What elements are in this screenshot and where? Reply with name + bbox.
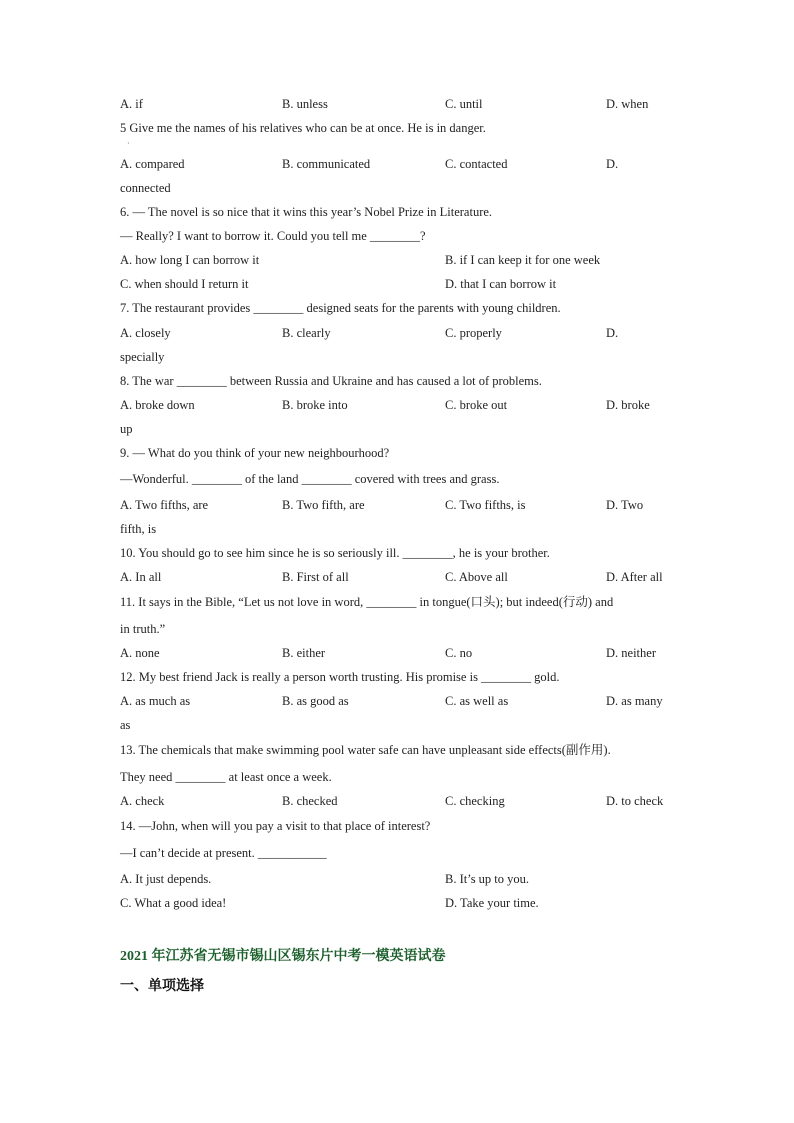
q13-stem-2: They need ________ at least once a week.: [120, 770, 332, 784]
q10-option-c: C. Above all: [445, 570, 508, 584]
q10-option-d: D. After all: [606, 570, 663, 584]
q11-option-c: C. no: [445, 646, 473, 660]
q11-option-a: A. none: [120, 646, 160, 660]
q10-option-a: A. In all: [120, 570, 162, 584]
q11-option-d: D. neither: [606, 646, 656, 660]
q12-stem: 12. My best friend Jack is really a person worth trusting. His promise is ________ gold.: [120, 670, 560, 684]
q10-stem: 10. You should go to see him since he is so seriously ill. ________, he is your brother.: [120, 546, 550, 560]
q11-stem-2: in truth.”: [120, 622, 166, 636]
q7-option-c: C. properly: [445, 326, 502, 340]
q14-option-b: B. It’s up to you.: [445, 872, 530, 886]
q5-option-b: B. communicated: [282, 157, 371, 171]
q12-option-d: D. as many: [606, 694, 663, 708]
q5-option-d-wrap: connected: [120, 181, 171, 195]
q10-option-b: B. First of all: [282, 570, 349, 584]
q6-option-b: B. if I can keep it for one week: [445, 253, 601, 267]
q5-option-a: A. compared: [120, 157, 185, 171]
q8-option-c: C. broke out: [445, 398, 508, 412]
q13-option-c: C. checking: [445, 794, 505, 808]
q14-option-c: C. What a good idea!: [120, 896, 227, 910]
q8-option-d: D. broke: [606, 398, 650, 412]
q6-option-d: D. that I can borrow it: [445, 277, 557, 291]
q9-stem: 9. — What do you think of your new neighbourhood?: [120, 446, 390, 460]
q9-option-b: B. Two fifth, are: [282, 498, 365, 512]
q5-mark: ·: [127, 139, 130, 148]
q7-option-d: D.: [606, 326, 619, 340]
q7-option-a: A. closely: [120, 326, 171, 340]
q12-option-c: C. as well as: [445, 694, 509, 708]
q12-option-b: B. as good as: [282, 694, 349, 708]
q13-option-a: A. check: [120, 794, 165, 808]
q7-option-d-wrap: specially: [120, 350, 165, 364]
section-heading: 一、单项选择: [120, 979, 204, 994]
q7-option-b: B. clearly: [282, 326, 331, 340]
q6-stem-2: — Really? I want to borrow it. Could you tell me ________?: [120, 229, 426, 243]
q8-stem: 8. The war ________ between Russia and Ukraine and has caused a lot of problems.: [120, 374, 542, 388]
q6-option-c: C. when should I return it: [120, 277, 249, 291]
q9-option-a: A. Two fifths, are: [120, 498, 209, 512]
q12-option-a: A. as much as: [120, 694, 191, 708]
q4-option-b: B. unless: [282, 97, 328, 111]
q6-stem: 6. — The novel is so nice that it wins this year’s Nobel Prize in Literature.: [120, 205, 493, 219]
q11-stem: 11. It says in the Bible, “Let us not love in word, ________ in tongue(口头); but indeed(行动) and: [120, 595, 614, 609]
q6-option-a: A. how long I can borrow it: [120, 253, 260, 267]
q14-option-a: A. It just depends.: [120, 872, 212, 886]
q4-option-c: C. until: [445, 97, 483, 111]
q9-stem-2: —Wonderful. ________ of the land ________ covered with trees and grass.: [120, 472, 500, 486]
q13-option-b: B. checked: [282, 794, 338, 808]
q9-option-c: C. Two fifths, is: [445, 498, 526, 512]
exam-title: 2021 年江苏省无锡市锡山区锡东片中考一模英语试卷: [120, 949, 446, 964]
q9-option-d: D. Two: [606, 498, 644, 512]
q11-option-b: B. either: [282, 646, 326, 660]
q5-option-c: C. contacted: [445, 157, 508, 171]
q5-stem: 5 Give me the names of his relatives who can be at once. He is in danger.: [120, 121, 486, 135]
q14-stem: 14. —John, when will you pay a visit to that place of interest?: [120, 819, 431, 833]
q14-option-d: D. Take your time.: [445, 896, 539, 910]
q7-stem: 7. The restaurant provides ________ designed seats for the parents with young children.: [120, 301, 561, 315]
q8-option-d-wrap: up: [120, 422, 133, 436]
q12-option-d-wrap: as: [120, 718, 131, 732]
q8-option-a: A. broke down: [120, 398, 195, 412]
q13-stem: 13. The chemicals that make swimming pool water safe can have unpleasant side effects(副作用).: [120, 743, 611, 757]
q14-stem-2: —I can’t decide at present. ___________: [120, 846, 327, 860]
q4-option-d: D. when: [606, 97, 649, 111]
q9-option-d-wrap: fifth, is: [120, 522, 157, 536]
q8-option-b: B. broke into: [282, 398, 348, 412]
q13-option-d: D. to check: [606, 794, 664, 808]
q5-option-d: D.: [606, 157, 619, 171]
q4-option-a: A. if: [120, 97, 143, 111]
